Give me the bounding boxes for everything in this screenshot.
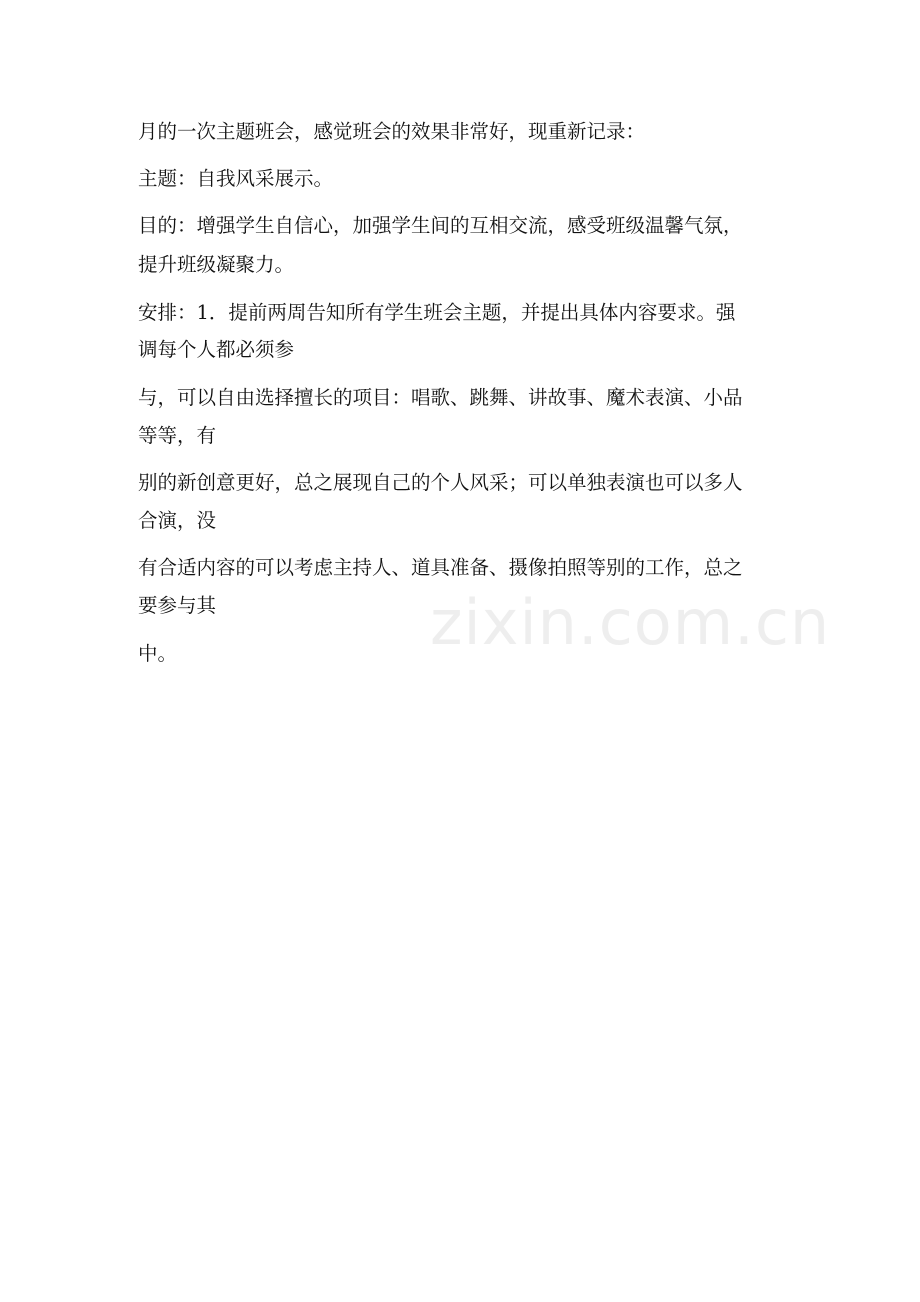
purpose-line-2: 提升班级凝聚力。 xyxy=(138,253,295,276)
arrangement-line-8: 要参与其 xyxy=(138,594,217,617)
arrangement-line-1: 安排：1．提前两周告知所有学生班会主题，并提出具体内容要求。强 xyxy=(138,301,736,324)
arrangement-line-3: 与，可以自由选择擅长的项目：唱歌、跳舞、讲故事、魔术表演、小品 xyxy=(138,386,743,409)
purpose-line-1: 目的：增强学生自信心，加强学生间的互相交流，感受班级温馨气氛， xyxy=(138,214,743,237)
body-line-1: 月的一次主题班会，感觉班会的效果非常好，现重新记录： xyxy=(138,120,646,143)
document-body xyxy=(138,118,788,668)
arrangement-line-7: 有合适内容的可以考虑主持人、道具准备、摄像拍照等别的工作，总之 xyxy=(138,556,743,579)
arrangement-line-5: 别的新创意更好，总之展现自己的个人风采；可以单独表演也可以多人 xyxy=(138,471,743,494)
theme-line: 主题：自我风采展示。 xyxy=(138,167,334,190)
arrangement-line-4: 等等，有 xyxy=(138,424,217,447)
arrangement-line-2: 调每个人都必须参 xyxy=(138,338,295,361)
site-watermark: zixin.com.cn xyxy=(430,586,831,659)
arrangement-line-9: 中。 xyxy=(138,642,178,665)
arrangement-line-6: 合演，没 xyxy=(138,509,217,532)
